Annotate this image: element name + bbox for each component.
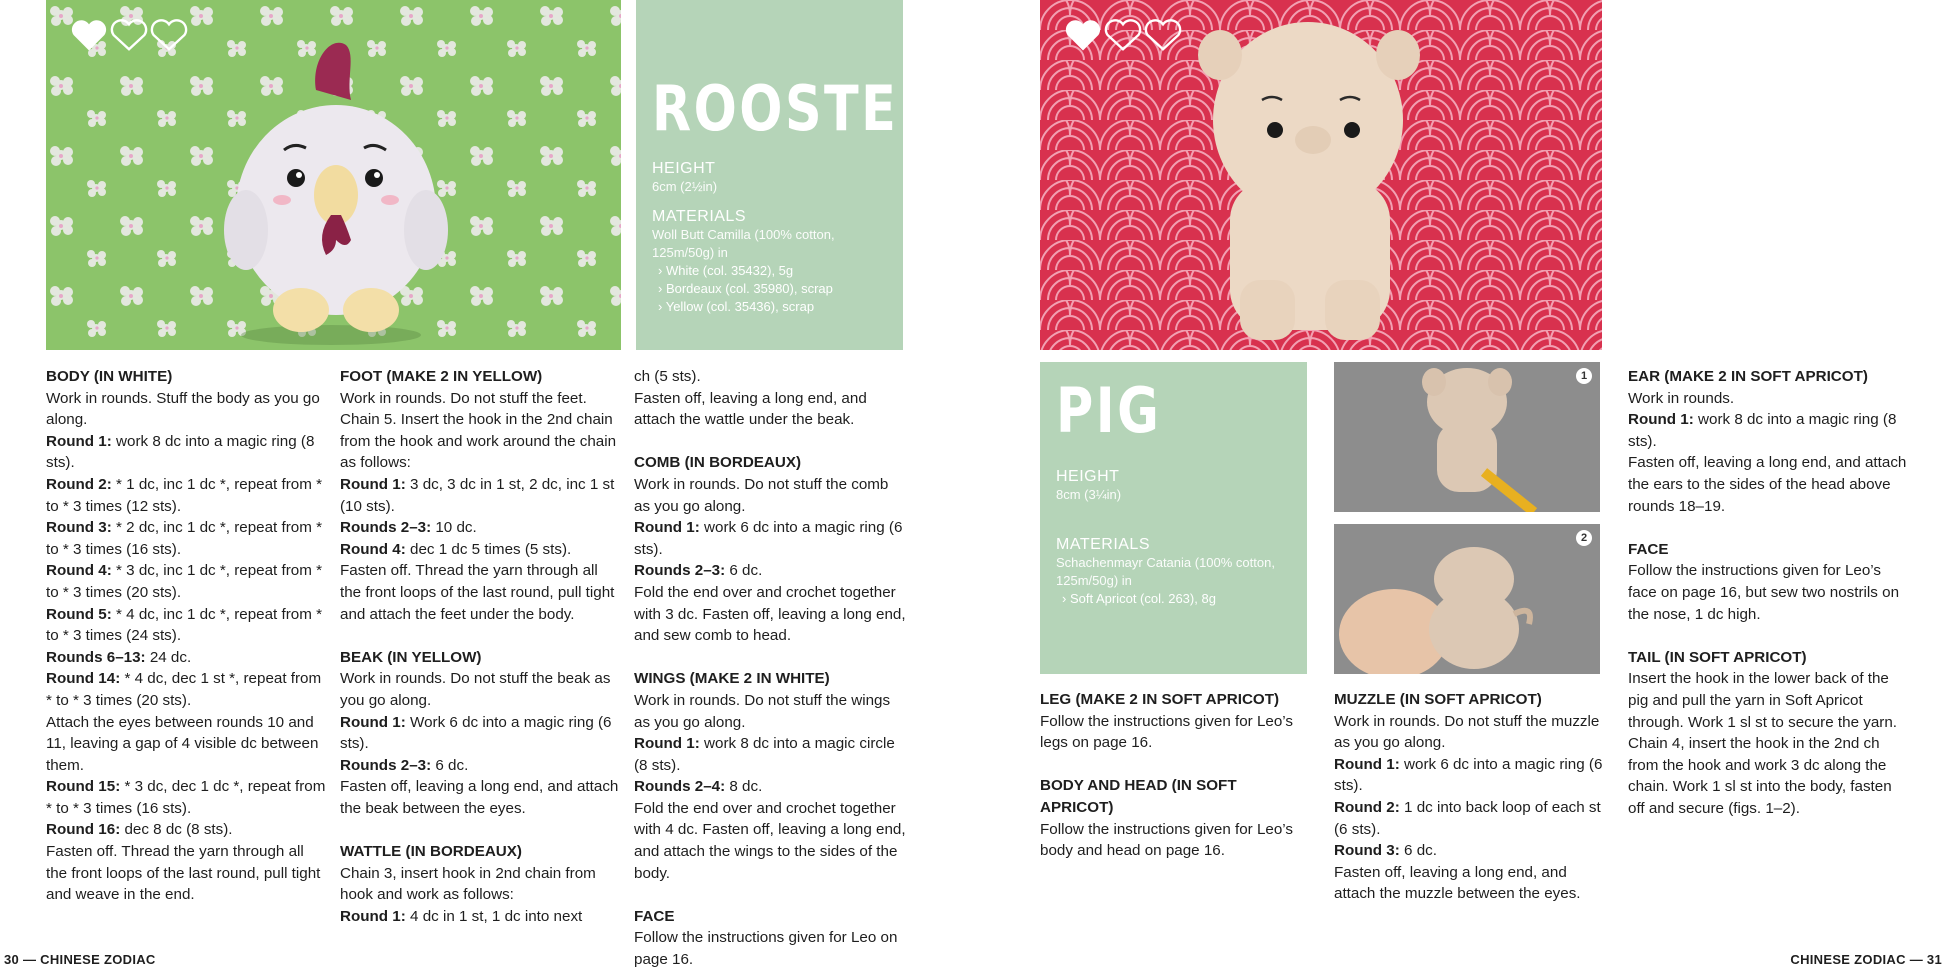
rooster-height-value: 6cm (2½in) — [652, 179, 718, 194]
round-line: Round 4: dec 1 dc 5 times (5 sts). — [340, 540, 572, 558]
rooster-column-3: ch (5 sts). Fasten off, leaving a long end, and attach the wattle under the beak. COMB (IN BORDEAUX) Work in rounds. Do not stuff the comb as you go along. Round 1: work 6 dc into a magic ring (6 sts). Rounds 2–3: 6 dc. Fold the end over and crochet together with 3 dc. Fasten off, leaving a long end, and sew comb to head. WINGS (MAKE 2 IN WHITE) Work in rounds. Do not stuff the wings as you go along. Round 1: work 8 dc into a magic circle (8 sts). Rounds 2–4: 8 dc. Fold the end over and crochet together with 4 dc. Fasten off, leaving a long end, and attach the wings to the sides of the body. FACE Follow the instructions given for Leo on page 16. — [634, 368, 906, 969]
rooster-title: ROOSTER — [652, 72, 940, 145]
heart-filled-icon — [1064, 18, 1102, 52]
round-line: Rounds 2–3: 10 dc. — [340, 519, 477, 537]
pig-illustration — [1040, 0, 1602, 350]
pig-materials-label: MATERIALS — [1056, 536, 1150, 553]
round-line: Rounds 2–3: 6 dc. — [634, 562, 763, 580]
pig-materials-text: Schachenmayr Catania (100% cotton, 125m/50g) in — [1056, 555, 1275, 588]
rooster-materials-text: Woll Butt Camilla (100% cotton, 125m/50g) in — [652, 227, 835, 260]
figure-1 — [1334, 362, 1600, 512]
round-line: Round 15: * 3 dc, dec 1 dc *, repeat from * to * 3 times (16 sts). — [46, 778, 326, 817]
pig-material-item: › Soft Apricot (col. 263), 8g — [1062, 591, 1216, 606]
rooster-material-item: › Yellow (col. 35436), scrap — [658, 299, 815, 314]
page-footer-left: 30 — CHINESE ZODIAC — [4, 952, 156, 967]
rooster-material-item: › White (col. 35432), 5g — [658, 263, 794, 278]
round-line: Round 1: work 6 dc into a magic ring (6 sts). — [1334, 755, 1603, 795]
round-line: Round 1: 4 dc in 1 st, 1 dc into next — [340, 907, 583, 925]
rooster-illustration — [46, 0, 621, 350]
rooster-difficulty — [70, 18, 188, 52]
heart-filled-icon — [70, 18, 108, 52]
pig-title: PIG — [1056, 374, 1162, 447]
figure-1-badge: 1 — [1576, 368, 1592, 384]
round-line: Rounds 2–3: 6 dc. — [340, 756, 469, 774]
section-heading: COMB (IN BORDEAUX) — [634, 454, 802, 472]
pig-photo — [1040, 0, 1602, 350]
section-heading: BODY AND HEAD (IN SOFT APRICOT) — [1040, 777, 1237, 816]
heart-outline-icon — [1144, 18, 1182, 52]
round-line: Round 1: 3 dc, 3 dc in 1 st, 2 dc, inc 1 st (10 sts). — [340, 475, 615, 515]
section-heading: TAIL (IN SOFT APRICOT) — [1628, 648, 1807, 666]
round-line: Round 3: * 2 dc, inc 1 dc *, repeat from * to * 3 times (16 sts). — [46, 519, 323, 558]
section-heading: FOOT (MAKE 2 IN YELLOW) — [340, 368, 543, 385]
section-heading: MUZZLE (IN SOFT APRICOT) — [1334, 691, 1542, 708]
section-heading: WATTLE (IN BORDEAUX) — [340, 843, 522, 861]
figure-2-illustration — [1334, 524, 1600, 674]
pig-column-1: LEG (MAKE 2 IN SOFT APRICOT) Follow the instructions given for Leo’s legs on page 16. BODY AND HEAD (IN SOFT APRICOT) Follow the instructions given for Leo’s body and head on page 16. — [1040, 689, 1312, 862]
round-line: Round 2: * 1 dc, inc 1 dc *, repeat from * to * 3 times (12 sts). — [46, 475, 323, 515]
rooster-material-item: › Bordeaux (col. 35980), scrap — [658, 281, 833, 296]
round-line: Round 1: work 8 dc into a magic ring (8 sts). — [1628, 411, 1897, 450]
heart-outline-icon — [1104, 18, 1142, 52]
rooster-column-1: BODY (IN WHITE) Work in rounds. Stuff the body as you go along. Round 1: work 8 dc into a magic ring (8 sts). Round 2: * 1 dc, inc 1 dc *, repeat from * to * 3 times (12 sts). Round 3: * 2 dc, inc 1 dc *, repeat from * to * 3 times (16 sts). Round 4: * 3 dc, inc 1 dc *, repeat from * to * 3 times (20 sts). Round 5: * 4 dc, inc 1 dc *, repeat from * to * 3 times (24 sts). Rounds 6–13: 24 dc. Round 14: * 4 dc, dec 1 st *, repeat from * to * 3 times (20 sts). Attach the eyes between rounds 10 and 11, leaving a gap of 4 visible dc between them. Round 15: * 3 dc, dec 1 dc *, repeat from * to * 3 times (16 sts). Round 16: dec 8 dc (8 sts). Fasten off. Thread the yarn through all the front loops of the last round, pull tight and weave in the end. — [46, 368, 326, 904]
round-line: Rounds 2–4: 8 dc. — [634, 778, 763, 796]
pig-difficulty — [1064, 18, 1182, 52]
figure-2-badge: 2 — [1576, 530, 1592, 546]
round-line: Round 5: * 4 dc, inc 1 dc *, repeat from * to * 3 times (24 sts). — [46, 605, 323, 645]
round-line: Round 1: work 8 dc into a magic ring (8 sts). — [46, 432, 315, 472]
section-heading: LEG (MAKE 2 IN SOFT APRICOT) — [1040, 691, 1280, 708]
round-line: Round 3: 6 dc. — [1334, 842, 1437, 860]
section-heading: EAR (MAKE 2 IN SOFT APRICOT) — [1628, 368, 1868, 385]
rooster-info-panel — [636, 0, 940, 350]
pig-height-value: 8cm (3¼in) — [1056, 487, 1122, 502]
section-heading: FACE — [634, 907, 675, 925]
rooster-height-label: HEIGHT — [652, 160, 716, 177]
round-line: Round 1: Work 6 dc into a magic ring (6 sts). — [340, 713, 612, 753]
section-heading: BODY (IN WHITE) — [46, 368, 173, 385]
pig-info-panel — [1040, 362, 1307, 674]
rooster-photo — [46, 0, 621, 350]
section-heading: FACE — [1628, 540, 1669, 558]
round-line: Round 16: dec 8 dc (8 sts). — [46, 821, 233, 839]
section-heading: BEAK (IN YELLOW) — [340, 648, 482, 666]
rooster-column-2: FOOT (MAKE 2 IN YELLOW) Work in rounds. Do not stuff the feet. Chain 5. Insert the hook in the 2nd chain from the hook and work around the chain as follows: Round 1: 3 dc, 3 dc in 1 st, 2 dc, inc 1 st (10 sts). Rounds 2–3: 10 dc. Round 4: dec 1 dc 5 times (5 sts). Fasten off. Thread the yarn through all the front loops of the last round, pull tight and attach the feet under the body. BEAK (IN YELLOW) Work in rounds. Do not stuff the beak as you go along. Round 1: Work 6 dc into a magic ring (6 sts). Rounds 2–3: 6 dc. Fasten off, leaving a long end, and attach the beak between the eyes. WATTLE (IN BORDEAUX) Chain 3, insert hook in 2nd chain from hook and work as follows: Round 1: 4 dc in 1 st, 1 dc into next — [340, 366, 620, 927]
round-line: Rounds 6–13: 24 dc. — [46, 648, 192, 666]
rooster-materials-label: MATERIALS — [652, 208, 746, 225]
pig-height-label: HEIGHT — [1056, 468, 1120, 485]
figure-1-illustration — [1334, 362, 1600, 512]
page-footer-right: CHINESE ZODIAC — 31 — [1790, 952, 1942, 967]
round-line: Round 4: * 3 dc, inc 1 dc *, repeat from * to * 3 times (20 sts). — [46, 562, 323, 601]
section-heading: WINGS (MAKE 2 IN WHITE) — [634, 670, 830, 688]
pig-column-2: MUZZLE (IN SOFT APRICOT) Work in rounds. Do not stuff the muzzle as you go along. Round 1: work 6 dc into a magic ring (6 sts). Round 2: 1 dc into back loop of each st (6 sts). Round 3: 6 dc. Fasten off, leaving a long end, and attach the muzzle between the eyes. — [1334, 689, 1610, 905]
pig-column-3: EAR (MAKE 2 IN SOFT APRICOT) Work in rounds. Round 1: work 8 dc into a magic ring (8 sts). Fasten off, leaving a long end, and attach the ears to the sides of the head above rounds 18–19. FACE Follow the instructions given for Leo’s face on page 16, but sew two nostrils on the nose, 1 dc high. TAIL (IN SOFT APRICOT) Insert the hook in the lower back of the pig and pull the yarn in Soft Apricot through. Work 1 sl st to secure the yarn. Chain 4, insert the hook in the 2nd ch from the hook and work 3 dc along the chain. Work 1 sl st into the body, fasten off and secure (figs. 1–2). — [1628, 368, 1907, 817]
heart-outline-icon — [150, 18, 188, 52]
heart-outline-icon — [110, 18, 148, 52]
round-line: Round 14: * 4 dc, dec 1 st *, repeat from * to * 3 times (20 sts). — [46, 670, 322, 709]
round-line: Round 1: work 8 dc into a magic circle (8 sts). — [634, 735, 895, 774]
figure-2 — [1334, 524, 1600, 674]
round-line: Round 2: 1 dc into back loop of each st (6 sts). — [1334, 798, 1601, 838]
round-line: Round 1: work 6 dc into a magic ring (6 sts). — [634, 519, 903, 558]
